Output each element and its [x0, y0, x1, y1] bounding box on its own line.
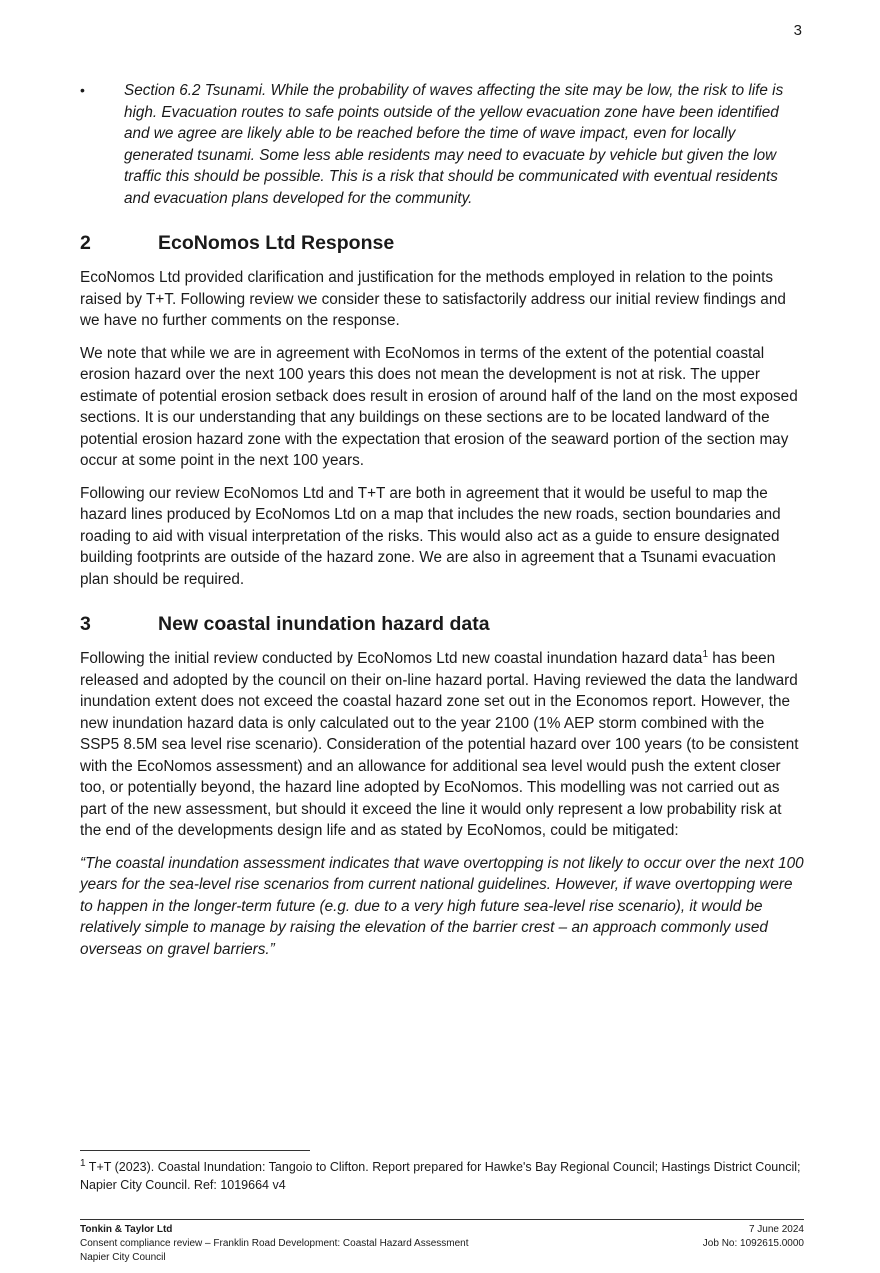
page-number: 3 [793, 22, 802, 39]
bullet-list [80, 80, 804, 209]
footnote [80, 1158, 804, 1194]
footnote-marker: 1 [80, 1157, 86, 1169]
document-body [80, 80, 804, 971]
section-2-heading [80, 231, 804, 255]
footer-report-title: Consent compliance review – Franklin Road Development: Coastal Hazard Assessment [80, 1238, 469, 1249]
footer-left [80, 1223, 469, 1265]
footer-company: Tonkin & Taylor Ltd [80, 1224, 173, 1235]
footer-right [703, 1223, 804, 1251]
section-title: New coastal inundation hazard data [158, 613, 490, 635]
footer-client: Napier City Council [80, 1252, 166, 1263]
footer-job-number: Job No: 1092615.0000 [702, 1238, 804, 1249]
footnote-text: T+T (2023). Coastal Inundation: Tangoio to Clifton. Report prepared for Hawke's Bay Regional Council; Hastings District Council; Napier City Council. Ref: 1019664 v4 [80, 1160, 801, 1192]
section-title: EcoNomos Ltd Response [158, 232, 395, 254]
block-quote: “The coastal inundation assessment indicates that wave overtopping is not likely to occur over the next 100 years for the sea-level rise scenarios from current national guidelines. However, if wave overtopping were to happen in the longer-term future (e.g. due to a very high future sea-level rise scenario), it would be relatively simple to manage by raising the elevation of the barrier crest – an approach commonly used overseas on gravel barriers.” [80, 854, 804, 958]
paragraph [80, 648, 804, 842]
section-3-heading [80, 612, 804, 636]
paragraph-text: has been released and adopted by the council on their on-line hazard portal. Having reviewed the data the landward inundation extent does not exceed the coastal hazard zone set out in the Economos report. However, the new inundation hazard data is only calculated out to the year 2100 (1% AEP storm combined with the SSP5 8.5M sea level rise scenario). Consideration of the potential hazard over 100 years (to be consistent with the EcoNomos assessment) and an allowance for additional sea level would push the extent closer too, or potentially beyond, the hazard line adopted by EcoNomos. This modelling was not carried out as part of the new assessment, but should it exceed the line it would only represent a low probability risk at the end of the developments design life and as stated by EcoNomos, could be mitigated: [80, 650, 799, 839]
section-number: 2 [80, 232, 91, 254]
paragraph: EcoNomos Ltd provided clarification and justification for the methods employed in relation to the points raised by T+T. Following review we consider these to satisfactorily address our initial review findings and we have no further comments on the response. [80, 269, 786, 329]
bullet-text: Section 6.2 Tsunami. While the probability of waves affecting the site may be low, the risk to life is high. Evacuation routes to safe points outside of the yellow evacuation zone have been identified and we agree are likely able to be reached before the time of wave impact, even for locally generated tsunami. Some less able residents may need to evacuate by vehicle but given the low traffic this should be possible. This is a risk that should be communicated with eventual residents and evacuation plans developed for the community. [124, 82, 784, 207]
section-number: 3 [80, 613, 91, 635]
paragraph: We note that while we are in agreement with EcoNomos in terms of the extent of the potential coastal erosion hazard over the next 100 years this does not mean the development is not at risk. The upper estimate of potential erosion setback does result in erosion of around half of the land on the most exposed sections. It is our understanding that any buildings on these sections are to be located landward of the potential erosion hazard zone with the expectation that erosion of the seaward portion of the section may occur at some point in the next 100 years. [80, 344, 798, 469]
bullet-icon: • [80, 82, 85, 98]
list-item [80, 80, 804, 209]
paragraph: Following our review EcoNomos Ltd and T+T are both in agreement that it would be useful to map the hazard lines produced by EcoNomos Ltd on a map that includes the new roads, section boundaries and roading to aid with visual interpretation of the risks. This would also act as a guide to ensure designated building footprints are outside of the hazard zone. We are also in agreement that a Tsunami evacuation plan should be required. [80, 484, 781, 588]
footer-date: 7 June 2024 [748, 1224, 804, 1235]
footer-divider [80, 1219, 804, 1220]
footnote-divider [80, 1150, 310, 1151]
paragraph-text: Following the initial review conducted by EcoNomos Ltd new coastal inundation hazard data [80, 650, 703, 667]
footnote-reference[interactable]: 1 [702, 648, 708, 660]
